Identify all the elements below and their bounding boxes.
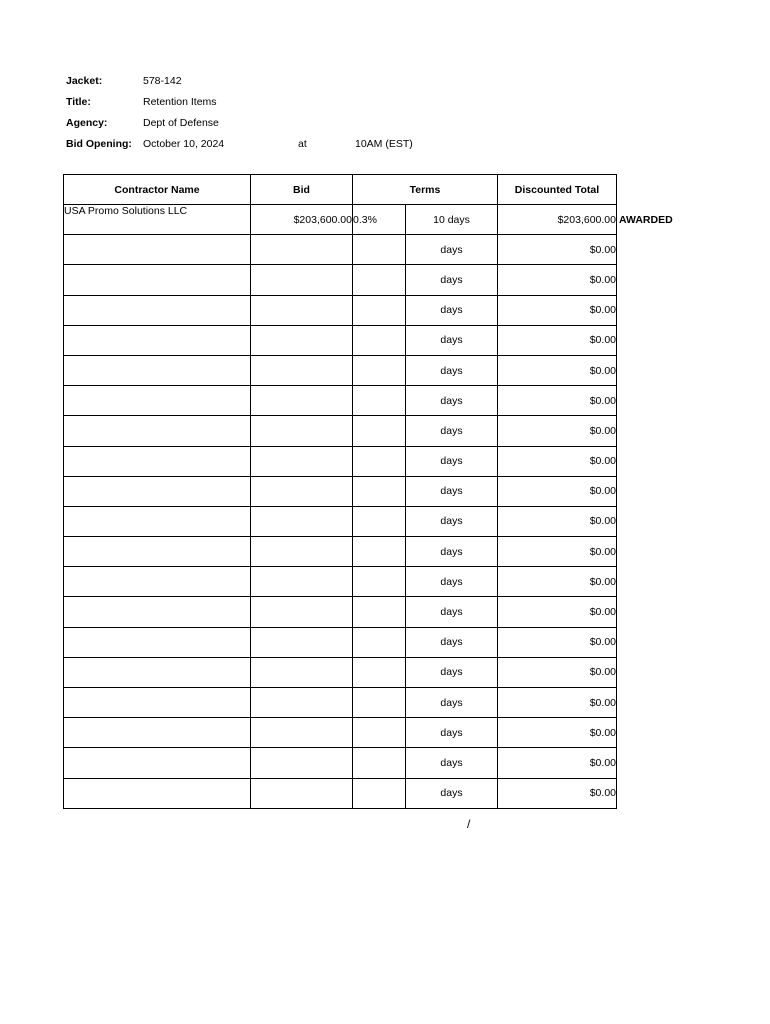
bid-cell xyxy=(251,386,353,416)
bid-cell xyxy=(251,325,353,355)
table-row xyxy=(64,537,617,567)
bid-cell xyxy=(251,688,353,718)
discounted-total-cell-text: $0.00 xyxy=(589,696,616,709)
at-label: at xyxy=(298,138,307,150)
discount-percent-cell xyxy=(353,446,406,476)
table-row xyxy=(64,627,617,657)
discounted-total-cell xyxy=(498,567,617,597)
terms-days-cell-text: days xyxy=(440,273,463,286)
discounted-total-cell xyxy=(498,748,617,778)
bid-cell xyxy=(251,778,353,808)
discounted-total-cell xyxy=(498,416,617,446)
terms-days-cell-text: days xyxy=(440,485,463,498)
terms-days-cell-text: days xyxy=(440,636,463,649)
terms-days-cell xyxy=(406,416,498,446)
discounted-total-cell-text: $0.00 xyxy=(589,334,616,347)
discounted-total-cell-text: $0.00 xyxy=(589,394,616,407)
bid-cell xyxy=(251,476,353,506)
table-row xyxy=(64,597,617,627)
column-header-terms: Terms xyxy=(353,175,498,205)
terms-days-cell xyxy=(406,205,498,235)
bid-cell-text: $203,600.00 xyxy=(293,213,352,226)
table-row xyxy=(64,778,617,808)
title-value: Retention Items xyxy=(143,96,217,108)
table-row xyxy=(64,688,617,718)
table-row xyxy=(64,295,617,325)
discounted-total-cell-text: $0.00 xyxy=(589,455,616,468)
terms-days-cell xyxy=(406,386,498,416)
column-header-discounted-total: Discounted Total xyxy=(498,175,617,205)
discounted-total-cell xyxy=(498,446,617,476)
discounted-total-cell xyxy=(498,657,617,687)
jacket-label: Jacket: xyxy=(66,75,103,87)
discounted-total-cell-text: $0.00 xyxy=(589,364,616,377)
bid-cell xyxy=(251,748,353,778)
bid-cell xyxy=(251,295,353,325)
contractor-name-cell xyxy=(64,416,251,446)
table-row xyxy=(64,567,617,597)
terms-days-cell xyxy=(406,778,498,808)
contractor-name-cell xyxy=(64,778,251,808)
terms-days-cell-text: days xyxy=(440,696,463,709)
terms-days-cell-text: days xyxy=(440,726,463,739)
discount-percent-cell xyxy=(353,778,406,808)
terms-days-cell xyxy=(406,265,498,295)
discounted-total-cell-text: $0.00 xyxy=(589,485,616,498)
contractor-name-cell xyxy=(64,295,251,325)
contractor-name-cell xyxy=(64,205,251,235)
terms-days-cell-text: days xyxy=(440,787,463,800)
contractor-name-cell-text: USA Promo Solutions LLC xyxy=(64,205,188,217)
title-label: Title: xyxy=(66,96,91,108)
table-row xyxy=(64,235,617,265)
bid-cell xyxy=(251,446,353,476)
terms-days-cell xyxy=(406,748,498,778)
contractor-name-cell xyxy=(64,718,251,748)
terms-days-cell-text: days xyxy=(440,756,463,769)
discounted-total-cell xyxy=(498,476,617,506)
terms-days-cell xyxy=(406,506,498,536)
table-row xyxy=(64,325,617,355)
terms-days-cell xyxy=(406,235,498,265)
terms-days-cell-text: days xyxy=(440,424,463,437)
discount-percent-cell xyxy=(353,476,406,506)
footer-slash: / xyxy=(467,817,471,831)
bid-cell xyxy=(251,537,353,567)
discounted-total-cell xyxy=(498,235,617,265)
discount-percent-cell xyxy=(353,718,406,748)
discounted-total-cell-text: $0.00 xyxy=(589,575,616,588)
discounted-total-cell-text: $0.00 xyxy=(589,726,616,739)
discounted-total-cell-text: $0.00 xyxy=(589,636,616,649)
bid-cell xyxy=(251,718,353,748)
table-row xyxy=(64,355,617,385)
discounted-total-cell xyxy=(498,688,617,718)
contractor-name-cell xyxy=(64,748,251,778)
discount-percent-cell xyxy=(353,416,406,446)
bid-opening-date: October 10, 2024 xyxy=(143,138,225,150)
terms-days-cell xyxy=(406,325,498,355)
contractor-name-cell xyxy=(64,265,251,295)
discounted-total-cell xyxy=(498,778,617,808)
bids-table xyxy=(63,174,673,809)
table-row xyxy=(64,446,617,476)
discounted-total-cell-text: $0.00 xyxy=(589,787,616,800)
contractor-name-cell xyxy=(64,446,251,476)
table-row xyxy=(64,205,617,235)
table-row xyxy=(64,386,617,416)
discount-percent-cell xyxy=(353,567,406,597)
table-row xyxy=(64,657,617,687)
terms-days-cell-text: days xyxy=(440,304,463,317)
discounted-total-cell-text: $0.00 xyxy=(589,243,616,256)
bid-opening-time: 10AM (EST) xyxy=(355,138,413,150)
discount-percent-cell xyxy=(353,295,406,325)
discount-percent-cell xyxy=(353,537,406,567)
discounted-total-cell xyxy=(498,386,617,416)
terms-days-cell-text: days xyxy=(440,334,463,347)
bid-opening-label: Bid Opening: xyxy=(66,138,132,150)
contractor-name-cell xyxy=(64,597,251,627)
discount-percent-cell xyxy=(353,325,406,355)
terms-days-cell xyxy=(406,476,498,506)
discounted-total-cell xyxy=(498,355,617,385)
terms-days-cell xyxy=(406,355,498,385)
terms-days-cell xyxy=(406,688,498,718)
contractor-name-cell xyxy=(64,355,251,385)
discounted-total-cell-text: $0.00 xyxy=(589,515,616,528)
discounted-total-cell-text: $0.00 xyxy=(589,273,616,286)
terms-days-cell xyxy=(406,597,498,627)
bid-cell xyxy=(251,205,353,235)
terms-days-cell-text: days xyxy=(440,666,463,679)
terms-days-cell xyxy=(406,295,498,325)
terms-days-cell xyxy=(406,718,498,748)
contractor-name-cell xyxy=(64,235,251,265)
terms-days-cell-text: days xyxy=(440,545,463,558)
terms-days-cell-text: days xyxy=(440,455,463,468)
discounted-total-cell xyxy=(498,265,617,295)
bid-cell xyxy=(251,355,353,385)
discounted-total-cell-text: $0.00 xyxy=(589,424,616,437)
table-body xyxy=(64,205,673,809)
discounted-total-cell xyxy=(498,597,617,627)
discounted-total-cell-text: $0.00 xyxy=(589,756,616,769)
terms-days-cell xyxy=(406,657,498,687)
column-header-bid: Bid xyxy=(251,175,353,205)
table-row xyxy=(64,718,617,748)
bid-cell xyxy=(251,567,353,597)
terms-days-cell xyxy=(406,446,498,476)
table-header-row xyxy=(64,175,617,205)
contractor-name-cell xyxy=(64,657,251,687)
agency-value: Dept of Defense xyxy=(143,117,219,129)
contractor-name-cell xyxy=(64,506,251,536)
agency-label: Agency: xyxy=(66,117,108,129)
contractor-name-cell xyxy=(64,537,251,567)
terms-days-cell-text: 10 days xyxy=(433,213,470,226)
bid-cell xyxy=(251,265,353,295)
terms-days-cell-text: days xyxy=(440,606,463,619)
bid-cell xyxy=(251,235,353,265)
bid-cell xyxy=(251,506,353,536)
discounted-total-cell-text: $203,600.00 xyxy=(557,213,616,226)
discount-percent-cell xyxy=(353,506,406,536)
bid-cell xyxy=(251,627,353,657)
terms-days-cell xyxy=(406,627,498,657)
discount-percent-cell xyxy=(353,627,406,657)
table-row xyxy=(64,265,617,295)
terms-days-cell xyxy=(406,537,498,567)
discounted-total-cell xyxy=(498,537,617,567)
discount-percent-cell xyxy=(353,386,406,416)
discounted-total-cell xyxy=(498,205,673,235)
discounted-total-cell-text: $0.00 xyxy=(589,606,616,619)
contractor-name-cell xyxy=(64,627,251,657)
discount-percent-cell xyxy=(353,265,406,295)
contractor-name-cell xyxy=(64,386,251,416)
bid-cell xyxy=(251,416,353,446)
terms-days-cell-text: days xyxy=(440,515,463,528)
bid-cell xyxy=(251,657,353,687)
table-row xyxy=(64,416,617,446)
discount-percent-cell-text: 0.3% xyxy=(353,213,377,226)
terms-days-cell xyxy=(406,567,498,597)
discount-percent-cell xyxy=(353,657,406,687)
bid-cell xyxy=(251,597,353,627)
discounted-total-cell xyxy=(498,718,617,748)
column-header-contractor: Contractor Name xyxy=(64,175,251,205)
discounted-total-cell-text: $0.00 xyxy=(589,666,616,679)
discounted-total-cell xyxy=(498,506,617,536)
discount-percent-cell xyxy=(353,688,406,718)
discounted-total-cell xyxy=(498,325,617,355)
terms-days-cell-text: days xyxy=(440,575,463,588)
table-row xyxy=(64,506,617,536)
discounted-total-cell xyxy=(498,627,617,657)
contractor-name-cell xyxy=(64,688,251,718)
discounted-total-cell-text: $0.00 xyxy=(589,545,616,558)
table-row xyxy=(64,748,617,778)
award-status: AWARDED xyxy=(619,213,673,226)
discount-percent-cell xyxy=(353,355,406,385)
terms-days-cell-text: days xyxy=(440,364,463,377)
jacket-value: 578-142 xyxy=(143,75,182,87)
discount-percent-cell xyxy=(353,597,406,627)
discount-percent-cell xyxy=(353,748,406,778)
contractor-name-cell xyxy=(64,476,251,506)
discounted-total-cell-text: $0.00 xyxy=(589,304,616,317)
discounted-total-cell xyxy=(498,295,617,325)
discount-percent-cell xyxy=(353,205,406,235)
terms-days-cell-text: days xyxy=(440,394,463,407)
discount-percent-cell xyxy=(353,235,406,265)
table-row xyxy=(64,476,617,506)
contractor-name-cell xyxy=(64,567,251,597)
contractor-name-cell xyxy=(64,325,251,355)
terms-days-cell-text: days xyxy=(440,243,463,256)
